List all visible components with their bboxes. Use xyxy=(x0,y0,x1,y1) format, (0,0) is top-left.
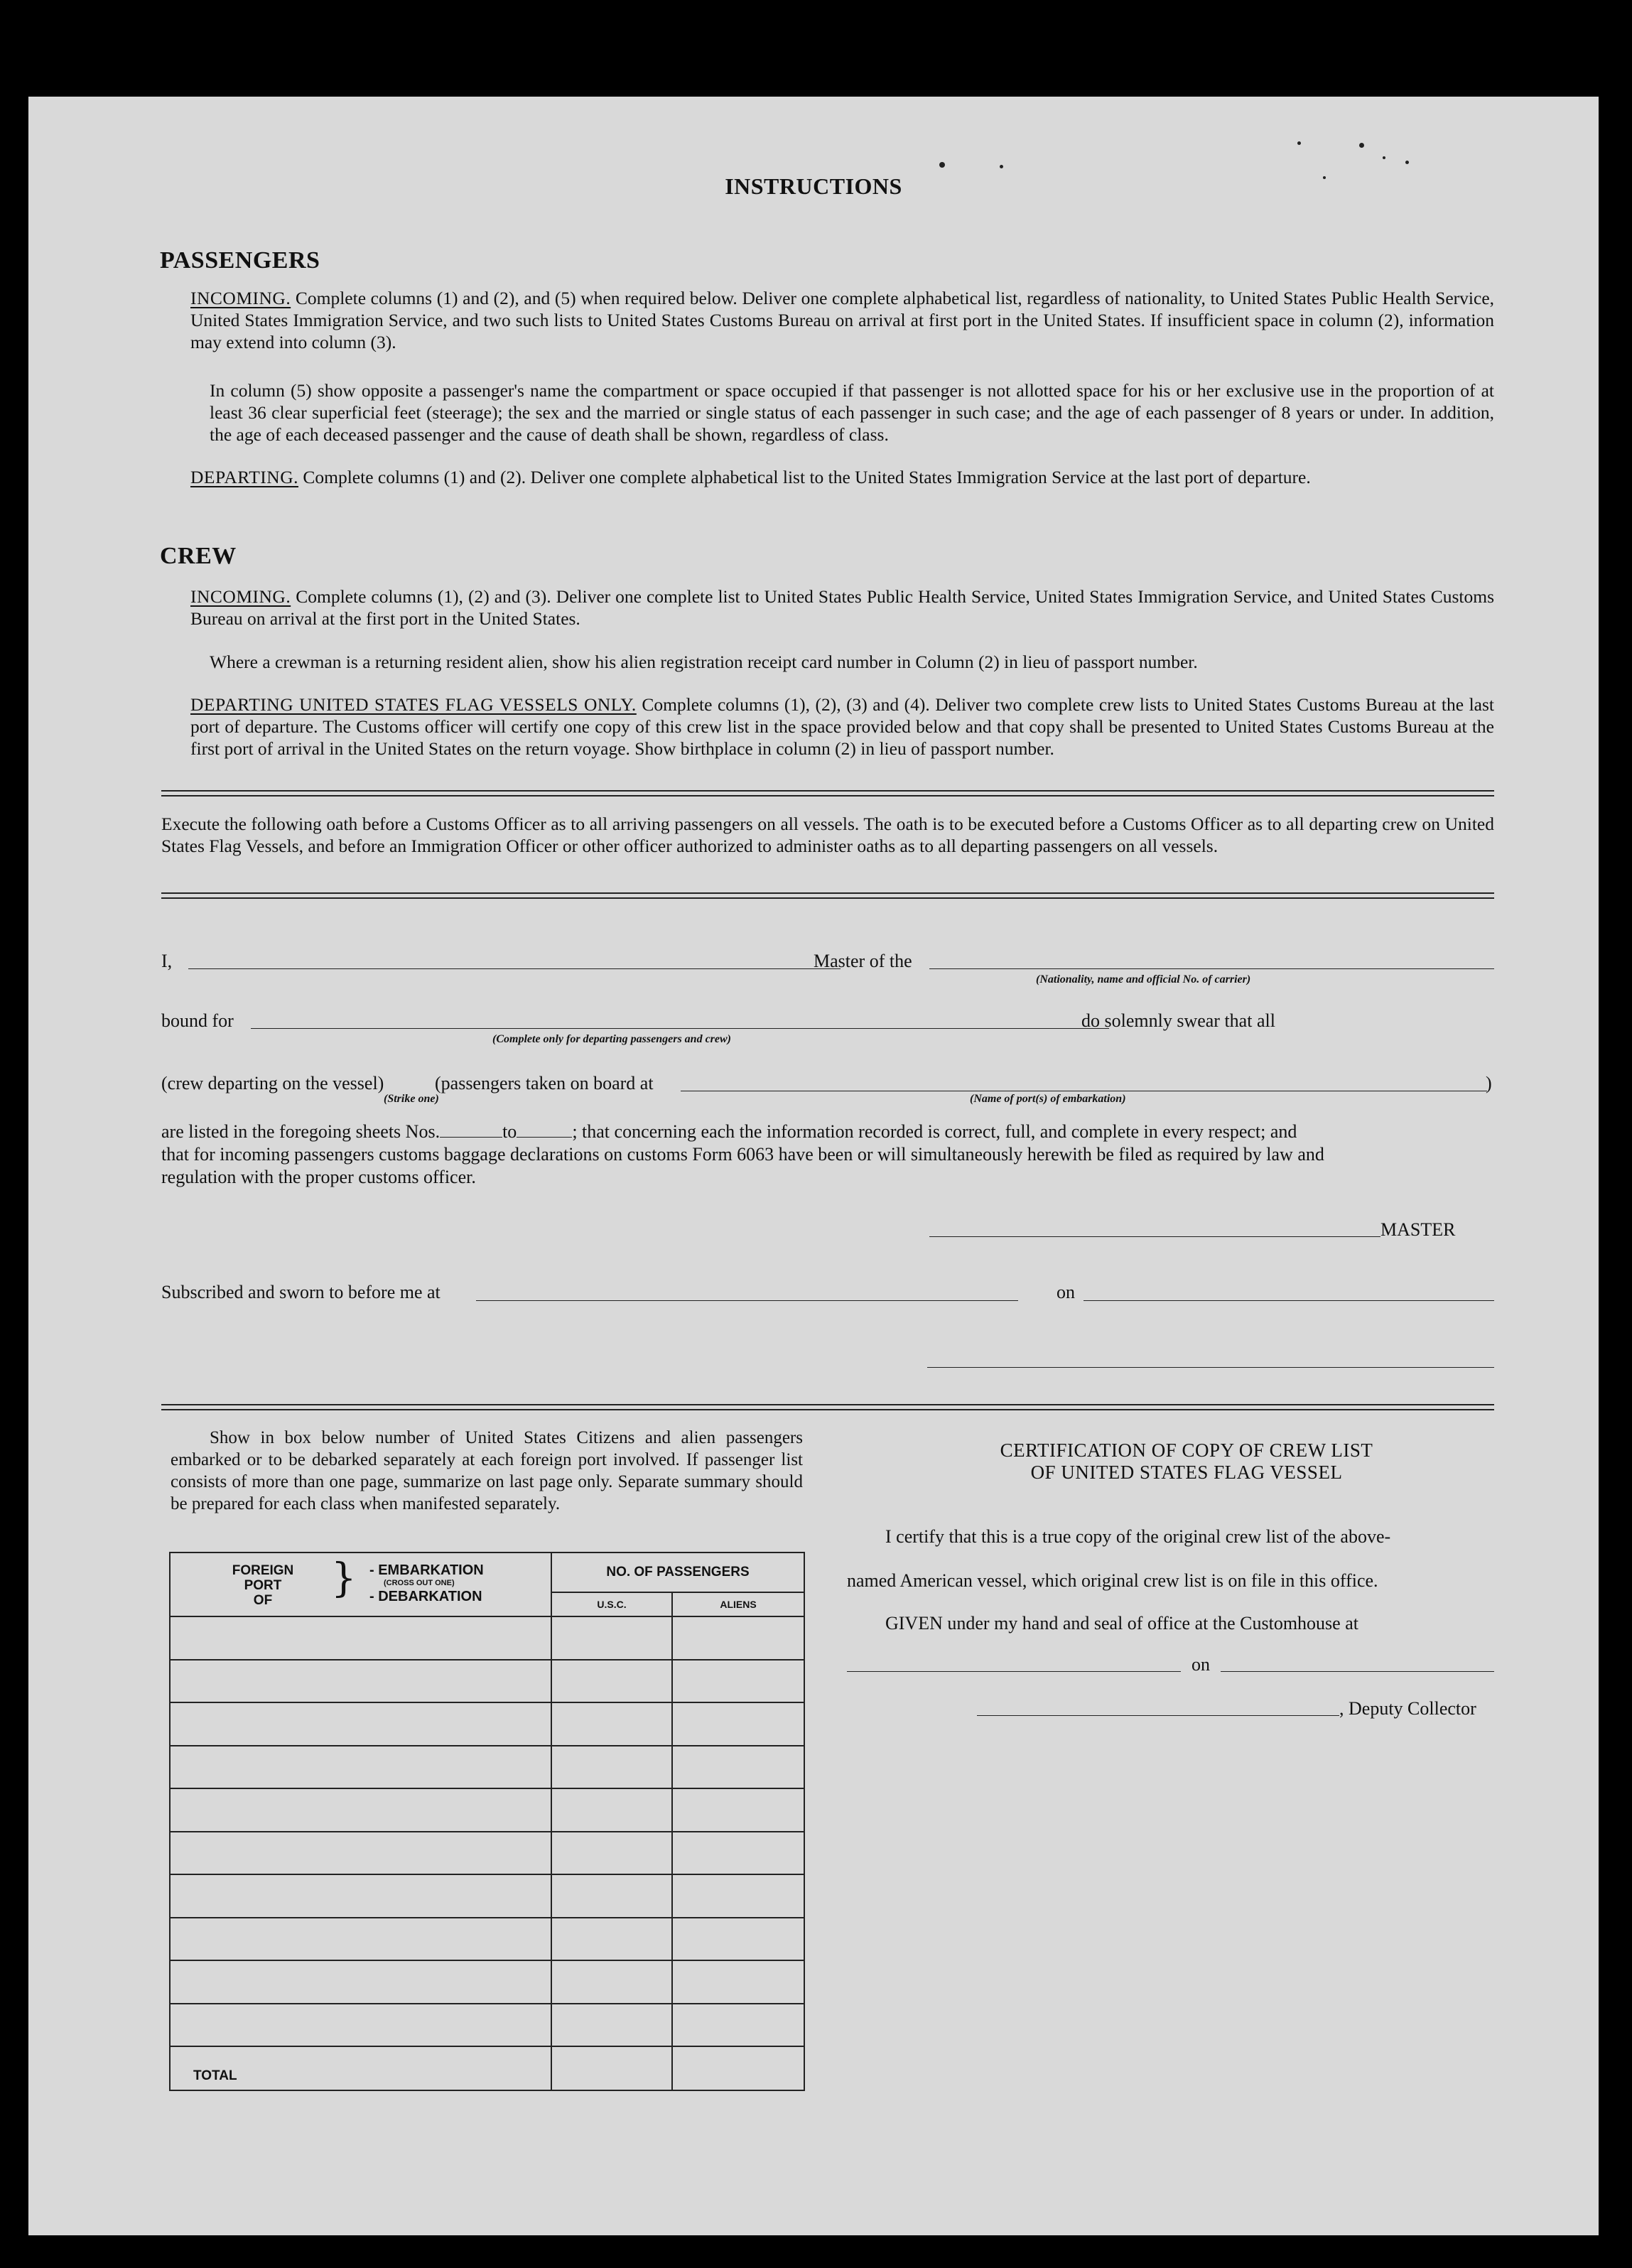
oath-instructions: Execute the following oath before a Customs Officer as to all arriving passengers on all vessels. The oath is to be executed before a Customs Officer as to all departing crew on United States Flag Vessels, and before an Immigration Officer or other officer authorized to administer oaths as to all departing passengers on all vessels. xyxy=(161,814,1494,856)
aliens-cell[interactable] xyxy=(672,1788,804,1832)
officer-signature-field[interactable] xyxy=(927,1367,1494,1368)
crew-departing-paragraph xyxy=(190,693,1494,760)
aliens-cell[interactable] xyxy=(672,1702,804,1746)
passenger-option[interactable]: (passengers taken on board at xyxy=(435,1073,654,1094)
carrier-field[interactable] xyxy=(929,968,1494,969)
aliens-cell[interactable] xyxy=(672,1660,804,1703)
certification-title-line-2: OF UNITED STATES FLAG VESSEL xyxy=(1030,1462,1343,1483)
scan-speck xyxy=(1297,141,1301,145)
usc-cell[interactable] xyxy=(551,1960,672,2004)
section-divider xyxy=(161,790,1494,796)
total-row xyxy=(170,2046,804,2090)
sworn-place-field[interactable] xyxy=(476,1300,1018,1301)
header-debarkation: - DEBARKATION xyxy=(369,1589,482,1604)
master-of-label: Master of the xyxy=(814,951,912,971)
port-header-cell xyxy=(170,1552,551,1616)
scan-speck xyxy=(1383,156,1385,159)
table-row xyxy=(170,1832,804,1875)
header-embarkation: - EMBARKATION xyxy=(369,1562,484,1578)
usc-cell[interactable] xyxy=(551,1788,672,1832)
brace-glyph: } xyxy=(331,1555,357,1602)
customhouse-field[interactable] xyxy=(847,1671,1181,1672)
table-row xyxy=(170,2004,804,2047)
usc-cell[interactable] xyxy=(551,1918,672,1961)
usc-cell[interactable] xyxy=(551,1874,672,1918)
sheet-to-field[interactable] xyxy=(517,1137,572,1138)
scan-speck xyxy=(1000,165,1003,168)
bound-for-label: bound for xyxy=(161,1010,234,1031)
usc-header: U.S.C. xyxy=(551,1592,672,1616)
scan-speck xyxy=(939,162,945,168)
bound-for-field[interactable] xyxy=(251,1028,1109,1029)
total-usc-cell[interactable] xyxy=(551,2046,672,2090)
aliens-cell[interactable] xyxy=(672,1832,804,1875)
aliens-cell[interactable] xyxy=(672,1918,804,1961)
crew-incoming-text: Complete columns (1), (2) and (3). Deliver one complete list to United States Public Health Service, United States Immigration Service, and United States Customs Bureau on arrival at the first port in the United States. xyxy=(190,586,1495,629)
statement-line-1-text: ; that concerning each the information recorded is correct, full, and complete in every respect; and xyxy=(572,1121,1297,1142)
aliens-header: ALIENS xyxy=(672,1592,804,1616)
deputy-collector-label: , Deputy Collector xyxy=(1339,1698,1476,1719)
usc-cell[interactable] xyxy=(551,1746,672,1789)
passengers-heading: PASSENGERS xyxy=(160,247,320,274)
usc-cell[interactable] xyxy=(551,2004,672,2047)
crew-incoming-paragraph xyxy=(190,585,1494,630)
table-row xyxy=(170,1960,804,2004)
port-cell[interactable] xyxy=(170,1660,551,1703)
aliens-cell[interactable] xyxy=(672,2004,804,2047)
port-cell[interactable] xyxy=(170,1788,551,1832)
usc-cell[interactable] xyxy=(551,1660,672,1703)
port-cell[interactable] xyxy=(170,1918,551,1961)
certification-date-field[interactable] xyxy=(1221,1671,1494,1672)
port-cell[interactable] xyxy=(170,1702,551,1746)
subscribed-label: Subscribed and sworn to before me at xyxy=(161,1282,441,1302)
table-row xyxy=(170,1746,804,1789)
scan-speck xyxy=(1359,143,1364,148)
sworn-date-field[interactable] xyxy=(1084,1300,1494,1301)
close-paren: ) xyxy=(1486,1073,1492,1094)
passenger-summary-table xyxy=(169,1552,805,2091)
port-cell[interactable] xyxy=(170,1616,551,1660)
statement-line-2: that for incoming passengers customs baggage declarations on customs Form 6063 have been or will simultaneously herewith be filed as required by law and xyxy=(161,1144,1324,1165)
table-row xyxy=(170,1660,804,1703)
header-cross-out: (CROSS OUT ONE) xyxy=(384,1579,455,1587)
crew-incoming-label: INCOMING. xyxy=(190,586,291,607)
passengers-incoming-label: INCOMING. xyxy=(190,288,291,308)
ports-caption: (Name of port(s) of embarkation) xyxy=(970,1093,1126,1105)
passengers-departing-label: DEPARTING. xyxy=(190,467,298,487)
port-cell[interactable] xyxy=(170,2004,551,2047)
passengers-column5-paragraph: In column (5) show opposite a passenger's name the compartment or space occupied if that passenger is not allotted space for his or her exclusive use in the proportion of at least 36 clear superficial feet (steerage); the sex and the married or single status of each passenger in such case; and the age of each passenger of 8 years or under. In addition, the age of each deceased passenger and the cause of death shall be shown, regardless of class. xyxy=(210,380,1494,445)
crew-departing-label: DEPARTING UNITED STATES FLAG VESSELS ONLY. xyxy=(190,694,637,715)
header-port: PORT xyxy=(244,1578,282,1593)
statement-line-3: regulation with the proper customs officer. xyxy=(161,1167,476,1187)
header-of: OF xyxy=(253,1593,273,1608)
master-name-field[interactable] xyxy=(188,968,841,969)
table-row xyxy=(170,1918,804,1961)
oath-i-label: I, xyxy=(161,951,173,971)
port-cell[interactable] xyxy=(170,1960,551,2004)
header-foreign: FOREIGN xyxy=(232,1563,294,1578)
table-row xyxy=(170,1702,804,1746)
aliens-cell[interactable] xyxy=(672,1616,804,1660)
sheet-from-field[interactable] xyxy=(440,1137,502,1138)
passengers-departing-text: Complete columns (1) and (2). Deliver one complete alphabetical list to the United States Immigration Service at the last port of departure. xyxy=(303,467,1311,487)
master-label: MASTER xyxy=(1380,1219,1456,1240)
table-row xyxy=(170,1788,804,1832)
scan-speck xyxy=(1405,161,1409,164)
aliens-cell[interactable] xyxy=(672,1874,804,1918)
passengers-incoming-paragraph xyxy=(190,287,1494,353)
sworn-on-label: on xyxy=(1057,1282,1075,1302)
strike-caption: (Strike one) xyxy=(384,1093,439,1105)
deputy-collector-signature-field[interactable] xyxy=(977,1715,1339,1716)
summary-instructions: Show in box below number of United States Citizens and alien passengers embarked or to be debarked separately at each foreign port involved. If passenger list consists of more than one page, summarize on last page only. Separate summary should be prepared for each class when manifested separately. xyxy=(171,1428,803,1513)
table-row xyxy=(170,1874,804,1918)
no-passengers-header: NO. OF PASSENGERS xyxy=(551,1552,804,1592)
certification-title xyxy=(874,1440,1499,1484)
bound-for-caption: (Complete only for departing passengers and crew) xyxy=(492,1033,731,1045)
usc-cell[interactable] xyxy=(551,1616,672,1660)
usc-cell[interactable] xyxy=(551,1702,672,1746)
certification-on-label: on xyxy=(1191,1654,1210,1675)
crew-heading: CREW xyxy=(160,543,237,569)
crew-option[interactable]: (crew departing on the vessel) xyxy=(161,1073,384,1094)
page-title: INSTRUCTIONS xyxy=(725,173,902,199)
section-divider xyxy=(161,892,1494,899)
passengers-incoming-text: Complete columns (1) and (2), and (5) when required below. Deliver one complete alphabetical list, regardless of nationality, to United States Public Health Service, United States Immigration Service, and two such lists to United States Customs Bureau on arrival at first port in the United States. If insufficient space in column (2), information may extend into column (3). xyxy=(190,288,1495,352)
certify-line-1: I certify that this is a true copy of the original crew list of the above- xyxy=(885,1526,1391,1547)
to-label: to xyxy=(502,1121,517,1142)
foreign-port-of-label xyxy=(213,1563,313,1608)
aliens-cell[interactable] xyxy=(672,1960,804,2004)
port-cell[interactable] xyxy=(170,1832,551,1875)
certify-line-2: named American vessel, which original crew list is on file in this office. xyxy=(847,1570,1378,1591)
swear-label: do solemnly swear that all xyxy=(1081,1010,1275,1031)
master-signature-field[interactable] xyxy=(929,1236,1380,1237)
table-row xyxy=(170,1616,804,1660)
section-divider xyxy=(161,1404,1494,1410)
certification-title-line-1: CERTIFICATION OF COPY OF CREW LIST xyxy=(1000,1440,1373,1461)
statement-line-1 xyxy=(161,1121,1297,1143)
aliens-cell[interactable] xyxy=(672,1746,804,1789)
usc-cell[interactable] xyxy=(551,1832,672,1875)
crew-resident-paragraph: Where a crewman is a returning resident alien, show his alien registration receipt card number in Column (2) in lieu of passport number. xyxy=(210,652,1198,672)
port-cell[interactable] xyxy=(170,1746,551,1789)
carrier-caption: (Nationality, name and official No. of carrier) xyxy=(1036,973,1251,986)
given-text: GIVEN under my hand and seal of office at the Customhouse at xyxy=(885,1613,1358,1634)
total-aliens-cell[interactable] xyxy=(672,2046,804,2090)
form-page xyxy=(28,97,1599,2235)
total-label: TOTAL xyxy=(170,2046,551,2090)
port-cell[interactable] xyxy=(170,1874,551,1918)
listed-sheets-label: are listed in the foregoing sheets Nos. xyxy=(161,1121,441,1142)
passengers-departing-paragraph xyxy=(190,466,1494,488)
crew-departing-text: Complete columns (1), (2), (3) and (4). Deliver two complete crew lists to United States Customs Bureau at the last port of departure. The Customs officer will certify one copy of this crew list in the space provided below and that copy shall be presented to United States Customs Bureau at the first port of arrival in the United States on the return voyage. Show birthplace in column (2) in lieu of passport number. xyxy=(190,694,1494,759)
